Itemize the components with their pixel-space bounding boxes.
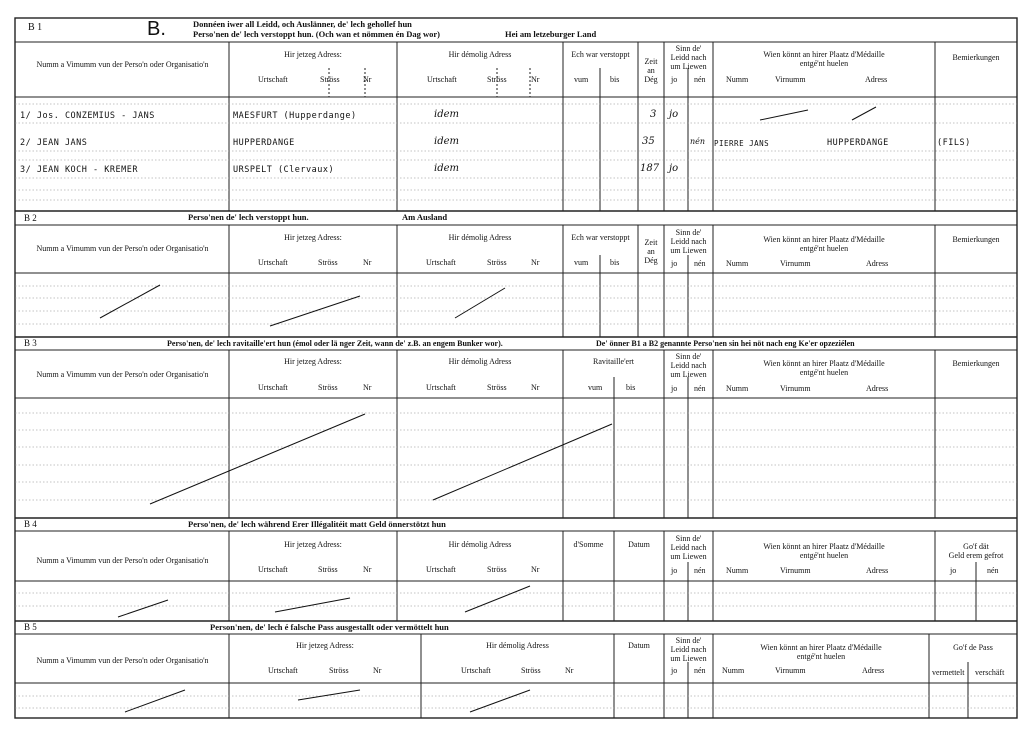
b1-medal-header-2: entgé'nt huelen: [799, 59, 849, 68]
b1-street-header: Ströss: [320, 75, 340, 84]
b4-medal-header-2: entgé'nt huelen: [799, 551, 849, 560]
b3-old-town-header: Urtschaft: [426, 383, 456, 392]
b4-alive-header-3: um Liewen: [670, 552, 707, 561]
b4-alive-header-2: Leidd nach: [670, 543, 707, 552]
b3-no-header: nén: [694, 384, 706, 393]
b2-nr-header: Nr: [363, 258, 372, 267]
b5-current-address-header: Hir jetzeg Adress:: [296, 641, 354, 650]
b2-old-street-header: Ströss: [487, 258, 507, 267]
b1-row1-name: 1/ Jos. CONZEMIUS - JANS: [20, 111, 155, 121]
b3-old-street-header: Ströss: [487, 383, 507, 392]
b2-town-header: Urtschaft: [258, 258, 288, 267]
b1-old-nr-header: Nr: [531, 75, 540, 84]
b1-row2-alive: nén: [690, 137, 706, 146]
b1-row1-old: idem: [434, 109, 459, 120]
b3-town-header: Urtschaft: [258, 383, 288, 392]
b4-old-nr-header: Nr: [531, 565, 540, 574]
b2-old-town-header: Urtschaft: [426, 258, 456, 267]
b4-old-address-header: Hir démolig Adress: [448, 540, 512, 549]
b3-heir-firstname-header: Virnumm: [780, 384, 811, 393]
b4-nr-header: Nr: [363, 565, 372, 574]
b5-heir-name-header: Numm: [722, 666, 745, 675]
b3-current-address-header: Hir jetzeg Adress:: [284, 357, 342, 366]
section-title-line2: Perso'nen de' lech verstoppt hun. (Och wan et nömmen én Dag wor): [193, 29, 440, 39]
b3-heir-name-header: Numm: [726, 384, 749, 393]
b2-alive-header-2: Leidd nach: [670, 237, 707, 246]
b4-title: Perso'nen, de' lech während Erer Illégalitéit matt Geld önnerstötzt hun: [188, 519, 446, 529]
b4-money-header-2: Geld erem gefrot: [948, 551, 1004, 560]
b1-heir-address-header: Adress: [865, 75, 888, 84]
b5-old-address-header: Hir démolig Adress: [486, 641, 549, 650]
b5-lost-header: vermettelt: [932, 668, 965, 677]
b4-current-address-header: Hir jetzeg Adress:: [284, 540, 342, 549]
b4-old-street-header: Ströss: [487, 565, 507, 574]
b3-old-nr-header: Nr: [531, 383, 540, 392]
b2-time-header-2: an: [647, 247, 655, 256]
b1-row1-alive: jo: [669, 109, 679, 120]
b2-yes-header: jo: [671, 259, 678, 268]
b5-alive-header-1: Sinn de': [675, 636, 702, 645]
b4-old-town-header: Urtschaft: [426, 565, 456, 574]
b1-alive-header-1: Sinn de': [675, 44, 702, 53]
b1-row2-current: HUPPERDANGE: [233, 138, 295, 148]
section-code-b5: B 5: [24, 622, 37, 632]
b2-heir-firstname-header: Virnumm: [780, 259, 811, 268]
b1-row2-days: 35: [642, 136, 655, 147]
b2-heir-name-header: Numm: [726, 259, 749, 268]
b1-time-header-1: Zeit: [644, 57, 658, 66]
b1-row3-alive: jo: [669, 163, 679, 174]
b2-medal-header-2: entgé'nt huelen: [799, 244, 849, 253]
b2-old-address-header: Hir démolig Adress: [448, 233, 512, 242]
b1-alive-header-3: um Liewen: [670, 62, 707, 71]
b1-nr-header: Nr: [363, 75, 372, 84]
b3-medal-header-2: entgé'nt huelen: [799, 368, 849, 377]
b3-title: Perso'nen, de' lech ravitaille'ert hun (émol oder lä nger Zeit, wann de' z.B. an engem Bunker wor).: [167, 339, 503, 348]
b4-yes-header: jo: [671, 566, 678, 575]
b1-current-address-header: Hir jetzeg Adress:: [284, 50, 342, 59]
b5-yes-header: jo: [671, 666, 678, 675]
b1-time-header-2: an: [647, 66, 655, 75]
b5-old-street-header: Ströss: [521, 666, 541, 675]
b2-heir-address-header: Adress: [866, 259, 889, 268]
b1-old-town-header: Urtschaft: [427, 75, 457, 84]
b1-name-header: Numm a Vimumm vun der Perso'n oder Organisatio'n: [36, 60, 209, 69]
section-code-b4: B 4: [24, 519, 37, 529]
section-letter: B.: [147, 18, 166, 40]
section-title-line2b: Hei am letzeburger Land: [505, 29, 597, 39]
b1-row2-remark: (FILS): [937, 138, 971, 148]
b3-name-header: Numm a Vimumm vun der Perso'n oder Organisatio'n: [36, 370, 209, 379]
b4-medal-header-1: Wien könnt an hirer Plaatz d'Médaille: [763, 542, 885, 551]
b4-street-header: Ströss: [318, 565, 338, 574]
b5-given-header: verschäft: [975, 668, 1005, 677]
b5-heir-firstname-header: Virnumm: [775, 666, 806, 675]
b1-row3-days: 187: [640, 163, 660, 174]
b5-old-nr-header: Nr: [565, 666, 574, 675]
b2-alive-header-1: Sinn de': [675, 228, 702, 237]
section-title-line1: Donnéen iwer all Leidd, och Auslänner, de' lech gehollef hun: [193, 19, 412, 29]
b3-to-header: bis: [626, 383, 636, 392]
b1-heir-name-header: Numm: [726, 75, 749, 84]
b5-alive-header-2: Leidd nach: [670, 645, 707, 654]
b2-from-header: vum: [574, 258, 589, 267]
section-code-b1: B 1: [28, 22, 43, 33]
b5-nr-header: Nr: [373, 666, 382, 675]
b5-no-header: nén: [694, 666, 706, 675]
b3-alive-header-1: Sinn de': [675, 352, 702, 361]
b1-old-address-header: Hir démolig Adress: [448, 50, 512, 59]
b2-street-header: Ströss: [318, 258, 338, 267]
b1-row2-heir: PIERRE JANS: [714, 139, 770, 148]
b1-yes-header: jo: [671, 75, 678, 84]
b5-town-header: Urtschaft: [268, 666, 298, 675]
b1-row2-old: idem: [434, 136, 459, 147]
b3-remarks-header: Bemierkungen: [952, 359, 1000, 368]
b3-from-header: vum: [588, 383, 603, 392]
b3-nr-header: Nr: [363, 383, 372, 392]
b1-heir-firstname-header: Virnumm: [775, 75, 806, 84]
b1-from-header: vum: [574, 75, 589, 84]
b2-time-header-1: Zeit: [644, 238, 658, 247]
b5-medal-header-2: entgé'nt huelen: [796, 652, 846, 661]
b2-no-header: nén: [694, 259, 706, 268]
b2-alive-header-3: um Liewen: [670, 246, 707, 255]
b4-amount-header: d'Somme: [573, 540, 604, 549]
b5-street-header: Ströss: [329, 666, 349, 675]
b1-to-header: bis: [610, 75, 620, 84]
b3-heir-address-header: Adress: [866, 384, 889, 393]
b4-heir-firstname-header: Virnumm: [780, 566, 811, 575]
b1-no-header: nén: [694, 75, 706, 84]
b4-alive-header-1: Sinn de': [675, 534, 702, 543]
b5-name-header: Numm a Vimumm vun der Perso'n oder Organisatio'n: [36, 656, 209, 665]
b3-medal-header-1: Wien könnt an hirer Plaatz d'Médaille: [763, 359, 885, 368]
b2-old-nr-header: Nr: [531, 258, 540, 267]
b2-hidden-header: Ech war verstoppt: [571, 233, 630, 242]
b5-date-header: Datum: [628, 641, 650, 650]
b1-alive-header-2: Leidd nach: [670, 53, 707, 62]
b1-row3-old: idem: [434, 163, 459, 174]
b3-alive-header-3: um Liewen: [670, 370, 707, 379]
b5-alive-header-3: um Liewen: [670, 654, 707, 663]
b4-money-yes-header: jo: [950, 566, 957, 575]
b5-title: Person'nen, de' lech é falsche Pass ausgestallt oder vermöttelt hun: [210, 622, 449, 632]
b2-current-address-header: Hir jetzeg Adress:: [284, 233, 342, 242]
b4-date-header: Datum: [628, 540, 650, 549]
b1-remarks-header: Bemierkungen: [952, 53, 1000, 62]
b3-supplied-header: Ravitaille'ert: [593, 357, 634, 366]
b5-heir-address-header: Adress: [862, 666, 885, 675]
b3-alive-header-2: Leidd nach: [670, 361, 707, 370]
b5-medal-header-1: Wien könnt an hirer Plaatz d'Médaille: [760, 643, 882, 652]
b5-old-town-header: Urtschaft: [461, 666, 491, 675]
b1-row3-name: 3/ JEAN KOCH - KREMER: [20, 165, 138, 175]
b3-yes-header: jo: [671, 384, 678, 393]
b1-time-header-3: Dég: [644, 75, 658, 84]
b2-title: Perso'nen de' lech verstoppt hun.: [188, 212, 309, 222]
b4-money-no-header: nén: [987, 566, 999, 575]
b1-row3-current: URSPELT (Clervaux): [233, 165, 335, 175]
b2-remarks-header: Bemierkungen: [952, 235, 1000, 244]
b4-no-header: nén: [694, 566, 706, 575]
b4-money-header-1: Go'f dät: [963, 542, 989, 551]
b4-name-header: Numm a Vimumm vun der Perso'n oder Organisatio'n: [36, 556, 209, 565]
b2-title-b: Am Ausland: [402, 212, 448, 222]
b3-street-header: Ströss: [318, 383, 338, 392]
section-code-b2: B 2: [24, 213, 37, 223]
b2-to-header: bis: [610, 258, 620, 267]
b1-row2-heir-address: HUPPERDANGE: [827, 138, 889, 148]
b1-row1-current: MAESFURT (Hupperdange): [233, 111, 357, 121]
b4-heir-address-header: Adress: [866, 566, 889, 575]
b3-old-address-header: Hir démolig Adress: [448, 357, 512, 366]
b1-row2-name: 2/ JEAN JANS: [20, 138, 88, 148]
b2-name-header: Numm a Vimumm vun der Perso'n oder Organisatio'n: [36, 244, 209, 253]
b1-old-street-header: Ströss: [487, 75, 507, 84]
b2-time-header-3: Dég: [644, 256, 658, 265]
b4-heir-name-header: Numm: [726, 566, 749, 575]
b3-title-b: De' önner B1 a B2 genannte Perso'nen sin hei nöt nach eng Ke'er opzeziélen: [596, 339, 855, 348]
b1-hidden-header: Ech war verstoppt: [571, 50, 630, 59]
b4-town-header: Urtschaft: [258, 565, 288, 574]
b1-medal-header-1: Wien könnt an hirer Plaatz d'Médaille: [763, 50, 885, 59]
section-code-b3: B 3: [24, 338, 37, 348]
b1-row1-days: 3: [650, 109, 657, 120]
b2-medal-header-1: Wien könnt an hirer Plaatz d'Médaille: [763, 235, 885, 244]
b1-town-header: Urtschaft: [258, 75, 288, 84]
b5-pass-header: Go'f de Pass: [953, 643, 993, 652]
